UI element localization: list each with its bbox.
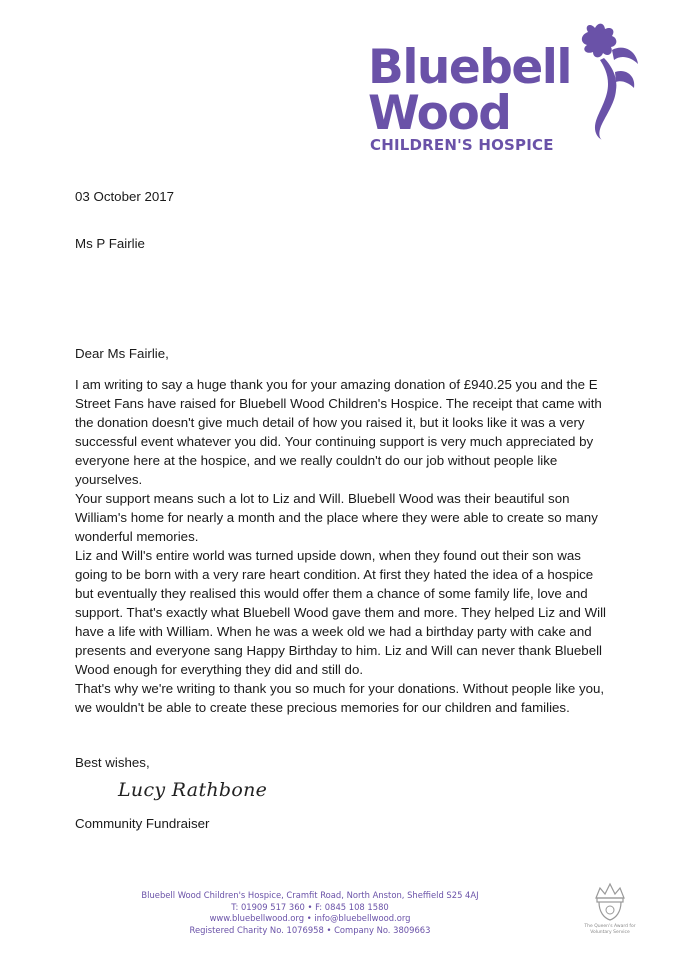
- signature: Lucy Rathbone: [118, 779, 268, 801]
- footer-address: Bluebell Wood Children's Hospice, Cramfit Road, North Anston, Sheffield S25 4AJ: [141, 890, 479, 900]
- letter-paragraph: Liz and Will's entire world was turned upside down, when they found out their son was going to be born with a very rare heart condition. At first they hated the idea of a hospice but eventually they realised this would offer them a chance of some family life, love and support. That's exactly what Bluebell Wood gave them and more. They helped Liz and Will have a life with William. When he was a week old we had a birthday party with cake and presents and everyone sang Happy Birthday to him. Liz and Will can never thank Bluebell Wood enough for everything they did and still do.: [75, 548, 607, 677]
- logo-line-bluebell: Bluebell: [368, 40, 572, 95]
- bluebell-flower-icon: [568, 20, 650, 140]
- bluebell-wood-logo: [360, 20, 660, 160]
- recipient-name: Ms P Fairlie: [75, 236, 145, 251]
- signatory-role: Community Fundraiser: [75, 816, 210, 831]
- footer-registration: Registered Charity No. 1076958 • Company No. 3809663: [189, 924, 431, 935]
- footer-web: www.bluebellwood.org • info@bluebellwood.org: [209, 913, 411, 924]
- letter-date: 03 October 2017: [75, 189, 175, 204]
- letter-paragraph: I am writing to say a huge thank you for your amazing donation of £940.25 you and the E Street Fans have raised for Bluebell Wood Children's Hospice. The receipt that came with the donation doesn't give much detail of how you raised it, but it looks like it was a very successful event whatever you did. Your continuing support is very much appreciated by everyone here at the hospice, and we really couldn't do our job without people like yourselves.: [75, 377, 602, 487]
- crest-caption: The Queen's Award for Voluntary Service: [584, 924, 636, 935]
- letter-greeting: Dear Ms Fairlie,: [75, 346, 169, 361]
- logo-line-wood: Wood: [368, 86, 511, 141]
- letter-footer: [90, 890, 530, 936]
- logo-subtitle: CHILDREN'S HOSPICE: [370, 136, 554, 154]
- letter-signoff: Best wishes,: [75, 755, 150, 770]
- crown-crest-icon: [590, 880, 630, 922]
- footer-phone: T: 01909 517 360 • F: 0845 108 1580: [231, 901, 389, 912]
- letter-paragraph: That's why we're writing to thank you so much for your donations. Without people like you, we wouldn't be able to create these precious memories for our children and families.: [75, 681, 605, 715]
- queens-award-crest: [582, 880, 638, 948]
- letter-paragraph: Your support means such a lot to Liz and Will. Bluebell Wood was their beautiful son William's home for nearly a month and the place where they were able to create so many wonderful memories.: [75, 491, 598, 544]
